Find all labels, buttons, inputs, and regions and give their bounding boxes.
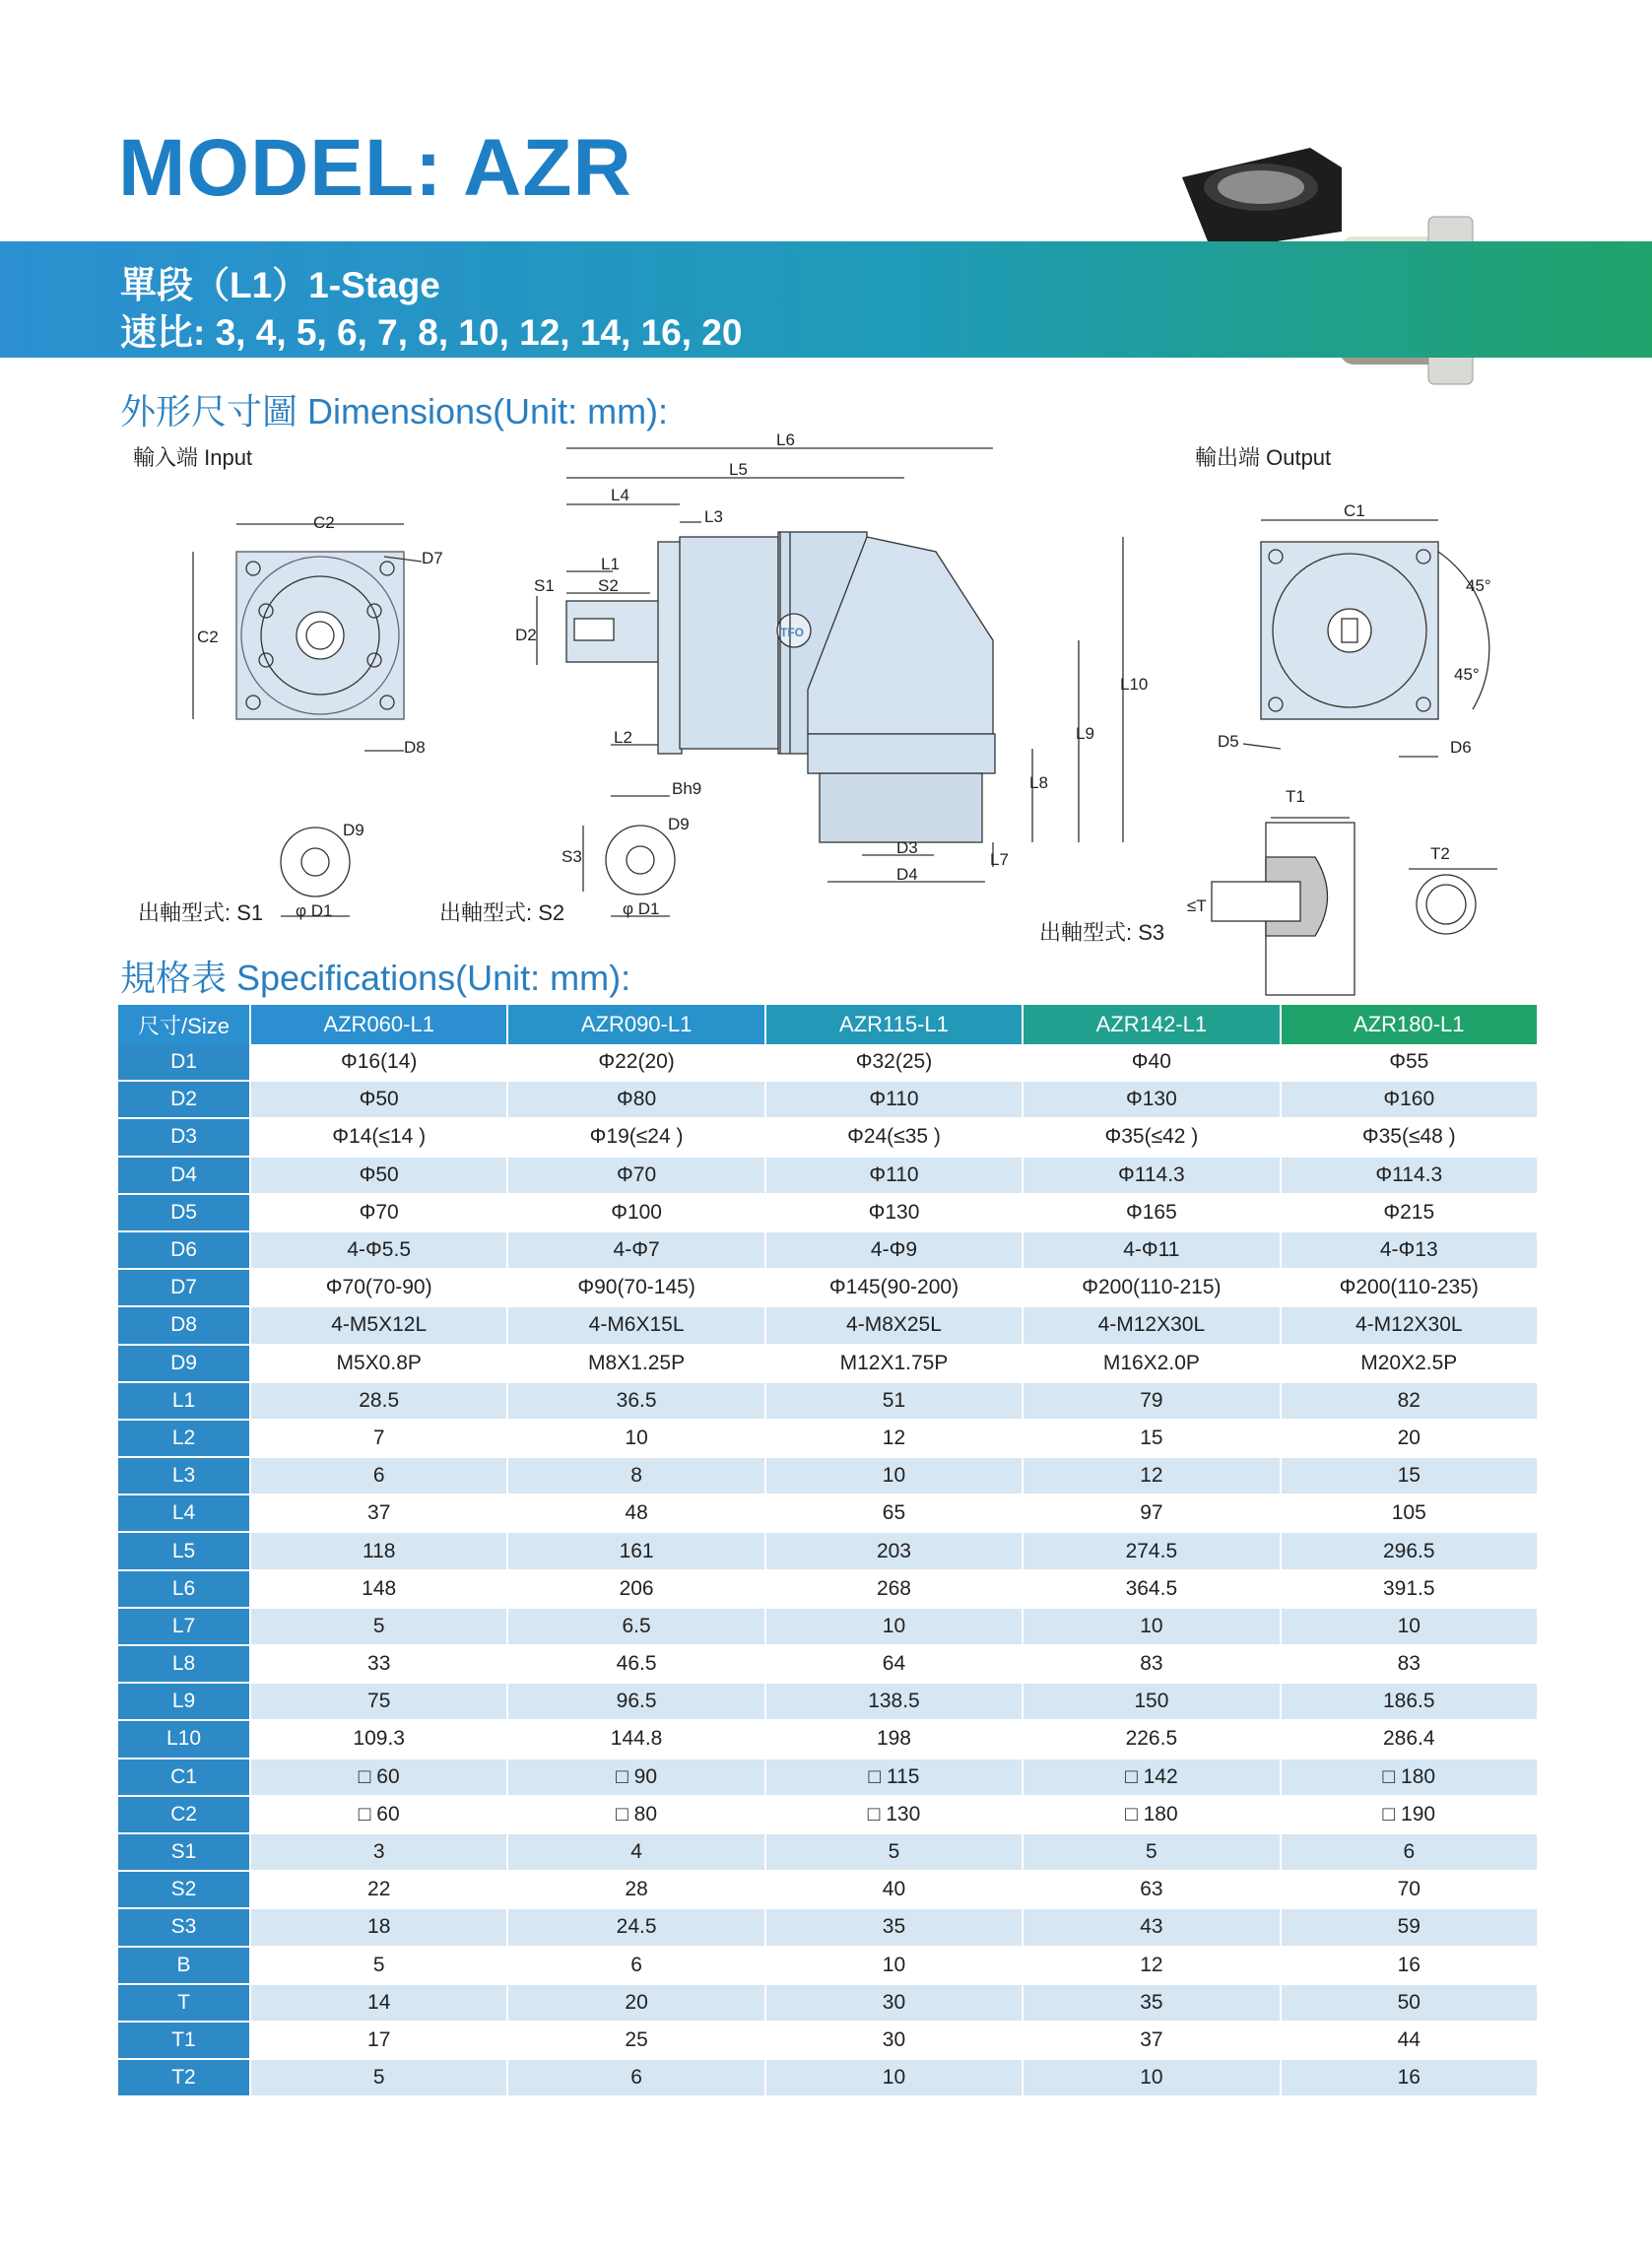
code-d4: D4 [896,865,918,884]
code-l4: L4 [611,486,629,504]
dimensions-heading: 外形尺寸圖 Dimensions(Unit: mm): [120,391,669,431]
table-cell: 17 [250,2022,507,2059]
table-cell: 4-Φ11 [1023,1231,1280,1269]
table-cell: 206 [507,1570,764,1608]
table-cell: Φ114.3 [1281,1157,1538,1194]
row-header: L7 [118,1608,250,1645]
code-l10: L10 [1120,675,1149,694]
table-row [118,1720,1538,1758]
row-header: S2 [118,1871,250,1908]
code-45-b: 45° [1454,665,1480,684]
table-cell: 59 [1281,1908,1538,1946]
table-cell: 30 [765,1984,1023,2022]
table-cell: 10 [765,2059,1023,2096]
table-cell: 18 [250,1908,507,1946]
table-cell: 16 [1281,2059,1538,2096]
table-cell: Φ40 [1023,1044,1280,1081]
table-cell: M12X1.75P [765,1345,1023,1382]
table-cell: Φ110 [765,1157,1023,1194]
dimension-drawing [0,0,1652,1005]
code-c2v: C2 [197,628,219,646]
table-cell: 30 [765,2022,1023,2059]
row-header: T [118,1984,250,2022]
table-row [118,1759,1538,1796]
table-cell: 4-M12X30L [1281,1306,1538,1344]
table-cell: 161 [507,1532,764,1569]
table-cell: Φ215 [1281,1194,1538,1231]
code-d2: D2 [515,626,537,644]
table-cell: 14 [250,1984,507,2022]
table-cell: 286.4 [1281,1720,1538,1758]
table-cell: Φ100 [507,1194,764,1231]
table-cell: M16X2.0P [1023,1345,1280,1382]
table-cell: Φ24(≤35 ) [765,1118,1023,1156]
table-cell: 15 [1023,1420,1280,1457]
code-l3: L3 [704,507,723,526]
ratio-line: 速比: 3, 4, 5, 6, 7, 8, 10, 12, 14, 16, 20 [120,312,743,353]
table-row [118,2022,1538,2059]
row-header: D8 [118,1306,250,1344]
table-cell: 37 [1023,2022,1280,2059]
specs-heading: 規格表 Specifications(Unit: mm): [120,958,631,998]
table-row [118,1570,1538,1608]
row-header: L5 [118,1532,250,1569]
row-header: L1 [118,1382,250,1420]
table-cell: Φ32(25) [765,1044,1023,1081]
table-cell: 148 [250,1570,507,1608]
table-row [118,1420,1538,1457]
table-cell: 4-M8X25L [765,1306,1023,1344]
table-cell: 6.5 [507,1608,764,1645]
code-l2: L2 [614,728,632,747]
col-header-azr090-l1: AZR090-L1 [507,1005,764,1044]
table-cell: 10 [507,1420,764,1457]
table-cell: 4-Φ7 [507,1231,764,1269]
table-cell: 28 [507,1871,764,1908]
table-cell: 10 [1281,1608,1538,1645]
table-cell: 5 [250,1608,507,1645]
table-cell: 10 [765,1947,1023,1984]
table-cell: 4 [507,1833,764,1871]
table-cell: Φ200(110-215) [1023,1269,1280,1306]
table-row [118,1118,1538,1156]
table-row [118,1081,1538,1118]
table-cell: 28.5 [250,1382,507,1420]
table-cell: 22 [250,1871,507,1908]
col-header-azr180-l1: AZR180-L1 [1281,1005,1538,1044]
table-row [118,1532,1538,1569]
table-cell: □ 80 [507,1796,764,1833]
row-header: L2 [118,1420,250,1457]
table-row [118,2059,1538,2096]
table-cell: 4-M5X12L [250,1306,507,1344]
row-header: L10 [118,1720,250,1758]
s2-label: 出軸型式: S2 [439,900,565,925]
col-header-azr060-l1: AZR060-L1 [250,1005,507,1044]
table-row [118,1044,1538,1081]
table-cell: 65 [765,1494,1023,1532]
row-header: D2 [118,1081,250,1118]
table-cell: Φ50 [250,1157,507,1194]
table-cell: 10 [765,1457,1023,1494]
table-cell: 274.5 [1023,1532,1280,1569]
table-row [118,1908,1538,1946]
table-cell: Φ19(≤24 ) [507,1118,764,1156]
table-row [118,1157,1538,1194]
table-cell: 7 [250,1420,507,1457]
row-header: D4 [118,1157,250,1194]
table-cell: 70 [1281,1871,1538,1908]
table-cell: 96.5 [507,1683,764,1720]
table-cell: 5 [250,2059,507,2096]
table-cell: 150 [1023,1683,1280,1720]
input-label: 輸入端 Input [133,445,253,470]
table-cell: Φ50 [250,1081,507,1118]
table-row [118,1947,1538,1984]
row-header: L4 [118,1494,250,1532]
table-cell: 6 [1281,1833,1538,1871]
table-cell: 12 [1023,1457,1280,1494]
table-cell: 10 [1023,2059,1280,2096]
table-cell: 43 [1023,1908,1280,1946]
table-row [118,1306,1538,1344]
table-cell: 144.8 [507,1720,764,1758]
table-cell: □ 190 [1281,1796,1538,1833]
table-row [118,1984,1538,2022]
code-45-a: 45° [1466,576,1491,595]
row-header: L3 [118,1457,250,1494]
table-row [118,1231,1538,1269]
table-cell: 4-M6X15L [507,1306,764,1344]
table-cell: Φ160 [1281,1081,1538,1118]
table-row [118,1457,1538,1494]
code-d1-s2: φ D1 [623,899,660,918]
code-l7: L7 [990,850,1009,869]
row-header: L6 [118,1570,250,1608]
code-d8: D8 [404,738,426,757]
table-cell: Φ90(70-145) [507,1269,764,1306]
table-cell: 20 [507,1984,764,2022]
table-cell: M8X1.25P [507,1345,764,1382]
code-d9-s2: D9 [668,815,690,833]
table-cell: 6 [507,1947,764,1984]
row-header: T1 [118,2022,250,2059]
table-cell: 4-M12X30L [1023,1306,1280,1344]
table-cell: Φ114.3 [1023,1157,1280,1194]
table-cell: 20 [1281,1420,1538,1457]
row-header: D6 [118,1231,250,1269]
code-bh9: Bh9 [672,779,702,798]
table-cell: □ 130 [765,1796,1023,1833]
table-cell: Φ55 [1281,1044,1538,1081]
code-d5: D5 [1218,732,1239,751]
tfo-logo: TFO [780,626,804,639]
code-s2: S2 [598,576,619,595]
table-cell: 50 [1281,1984,1538,2022]
table-cell: Φ145(90-200) [765,1269,1023,1306]
row-header: C2 [118,1796,250,1833]
table-cell: 83 [1023,1645,1280,1683]
row-header: D7 [118,1269,250,1306]
table-cell: 24.5 [507,1908,764,1946]
table-cell: 109.3 [250,1720,507,1758]
row-header: C1 [118,1759,250,1796]
table-cell: 51 [765,1382,1023,1420]
table-cell: 83 [1281,1645,1538,1683]
table-row [118,1833,1538,1871]
row-header: L9 [118,1683,250,1720]
row-header: D5 [118,1194,250,1231]
table-cell: Φ22(20) [507,1044,764,1081]
table-cell: 25 [507,2022,764,2059]
table-cell: □ 60 [250,1759,507,1796]
table-cell: 226.5 [1023,1720,1280,1758]
table-cell: 33 [250,1645,507,1683]
output-label: 輸出端 Output [1195,445,1332,470]
table-cell: □ 90 [507,1759,764,1796]
table-cell: 268 [765,1570,1023,1608]
table-cell: 35 [1023,1984,1280,2022]
table-cell: 3 [250,1833,507,1871]
code-c2: C2 [313,513,335,532]
code-l1: L1 [601,555,620,573]
table-cell: Φ130 [1023,1081,1280,1118]
table-cell: 296.5 [1281,1532,1538,1569]
table-cell: Φ70(70-90) [250,1269,507,1306]
stage-line: 單段（L1）1-Stage [120,265,440,305]
table-cell: 82 [1281,1382,1538,1420]
spec-table [118,1005,1539,2097]
row-header: D3 [118,1118,250,1156]
s1-label: 出軸型式: S1 [138,900,264,925]
table-cell: 16 [1281,1947,1538,1984]
row-header: D9 [118,1345,250,1382]
col-header-azr142-l1: AZR142-L1 [1023,1005,1280,1044]
table-row [118,1796,1538,1833]
table-cell: 118 [250,1532,507,1569]
table-cell: 5 [765,1833,1023,1871]
code-d7: D7 [422,549,443,567]
table-cell: 40 [765,1871,1023,1908]
code-d1-s1: φ D1 [296,901,333,920]
table-cell: 79 [1023,1382,1280,1420]
col-header-size: 尺寸/Size [118,1005,250,1044]
table-cell: 4-Φ5.5 [250,1231,507,1269]
table-cell: Φ70 [507,1157,764,1194]
row-header: L8 [118,1645,250,1683]
code-s3: S3 [562,847,582,866]
code-l8: L8 [1029,773,1048,792]
table-cell: 4-Φ13 [1281,1231,1538,1269]
table-row [118,1269,1538,1306]
table-cell: 6 [250,1457,507,1494]
table-cell: 391.5 [1281,1570,1538,1608]
page-title: MODEL: AZR [118,123,632,213]
table-cell: 97 [1023,1494,1280,1532]
table-cell: □ 180 [1023,1796,1280,1833]
code-d3: D3 [896,838,918,857]
table-cell: 6 [507,2059,764,2096]
table-cell: Φ16(14) [250,1044,507,1081]
table-row [118,1608,1538,1645]
table-cell: Φ14(≤14 ) [250,1118,507,1156]
code-d6: D6 [1450,738,1472,757]
table-cell: 105 [1281,1494,1538,1532]
code-l9: L9 [1076,724,1094,743]
table-cell: Φ70 [250,1194,507,1231]
table-cell: 10 [1023,1608,1280,1645]
table-cell: 4-Φ9 [765,1231,1023,1269]
table-cell: 5 [1023,1833,1280,1871]
code-t2: T2 [1430,844,1450,863]
table-cell: 35 [765,1908,1023,1946]
table-row [118,1382,1538,1420]
table-row [118,1871,1538,1908]
table-cell: 63 [1023,1871,1280,1908]
table-cell: M20X2.5P [1281,1345,1538,1382]
table-cell: □ 60 [250,1796,507,1833]
table-cell: □ 142 [1023,1759,1280,1796]
table-cell: Φ130 [765,1194,1023,1231]
table-cell: 198 [765,1720,1023,1758]
code-c1: C1 [1344,501,1365,520]
table-row [118,1494,1538,1532]
table-cell: 203 [765,1532,1023,1569]
table-cell: 64 [765,1645,1023,1683]
table-cell: □ 180 [1281,1759,1538,1796]
table-cell: Φ200(110-235) [1281,1269,1538,1306]
code-l5: L5 [729,460,748,479]
row-header: S1 [118,1833,250,1871]
row-header: T2 [118,2059,250,2096]
code-t1: T1 [1286,787,1305,806]
table-cell: 138.5 [765,1683,1023,1720]
code-d9-s1: D9 [343,821,364,839]
table-cell: 364.5 [1023,1570,1280,1608]
table-cell: 48 [507,1494,764,1532]
col-header-azr115-l1: AZR115-L1 [765,1005,1023,1044]
table-cell: 44 [1281,2022,1538,2059]
table-cell: 5 [250,1947,507,1984]
table-row [118,1683,1538,1720]
table-cell: 186.5 [1281,1683,1538,1720]
table-cell: 46.5 [507,1645,764,1683]
table-cell: 36.5 [507,1382,764,1420]
row-header: B [118,1947,250,1984]
table-row [118,1345,1538,1382]
table-cell: 12 [1023,1947,1280,1984]
table-cell: Φ110 [765,1081,1023,1118]
table-cell: 37 [250,1494,507,1532]
row-header: S3 [118,1908,250,1946]
table-cell: Φ35(≤42 ) [1023,1118,1280,1156]
table-cell: □ 115 [765,1759,1023,1796]
table-cell: Φ165 [1023,1194,1280,1231]
table-row [118,1194,1538,1231]
table-cell: 75 [250,1683,507,1720]
row-header: D1 [118,1044,250,1081]
table-cell: 15 [1281,1457,1538,1494]
table-cell: M5X0.8P [250,1345,507,1382]
code-s1: S1 [534,576,555,595]
table-cell: Φ80 [507,1081,764,1118]
table-cell: Φ35(≤48 ) [1281,1118,1538,1156]
s3-label: 出軸型式: S3 [1039,920,1165,945]
table-cell: 8 [507,1457,764,1494]
table-cell: 10 [765,1608,1023,1645]
code-l6: L6 [776,431,795,449]
code-t: ≤T [1187,896,1207,915]
table-cell: 12 [765,1420,1023,1457]
table-row [118,1645,1538,1683]
